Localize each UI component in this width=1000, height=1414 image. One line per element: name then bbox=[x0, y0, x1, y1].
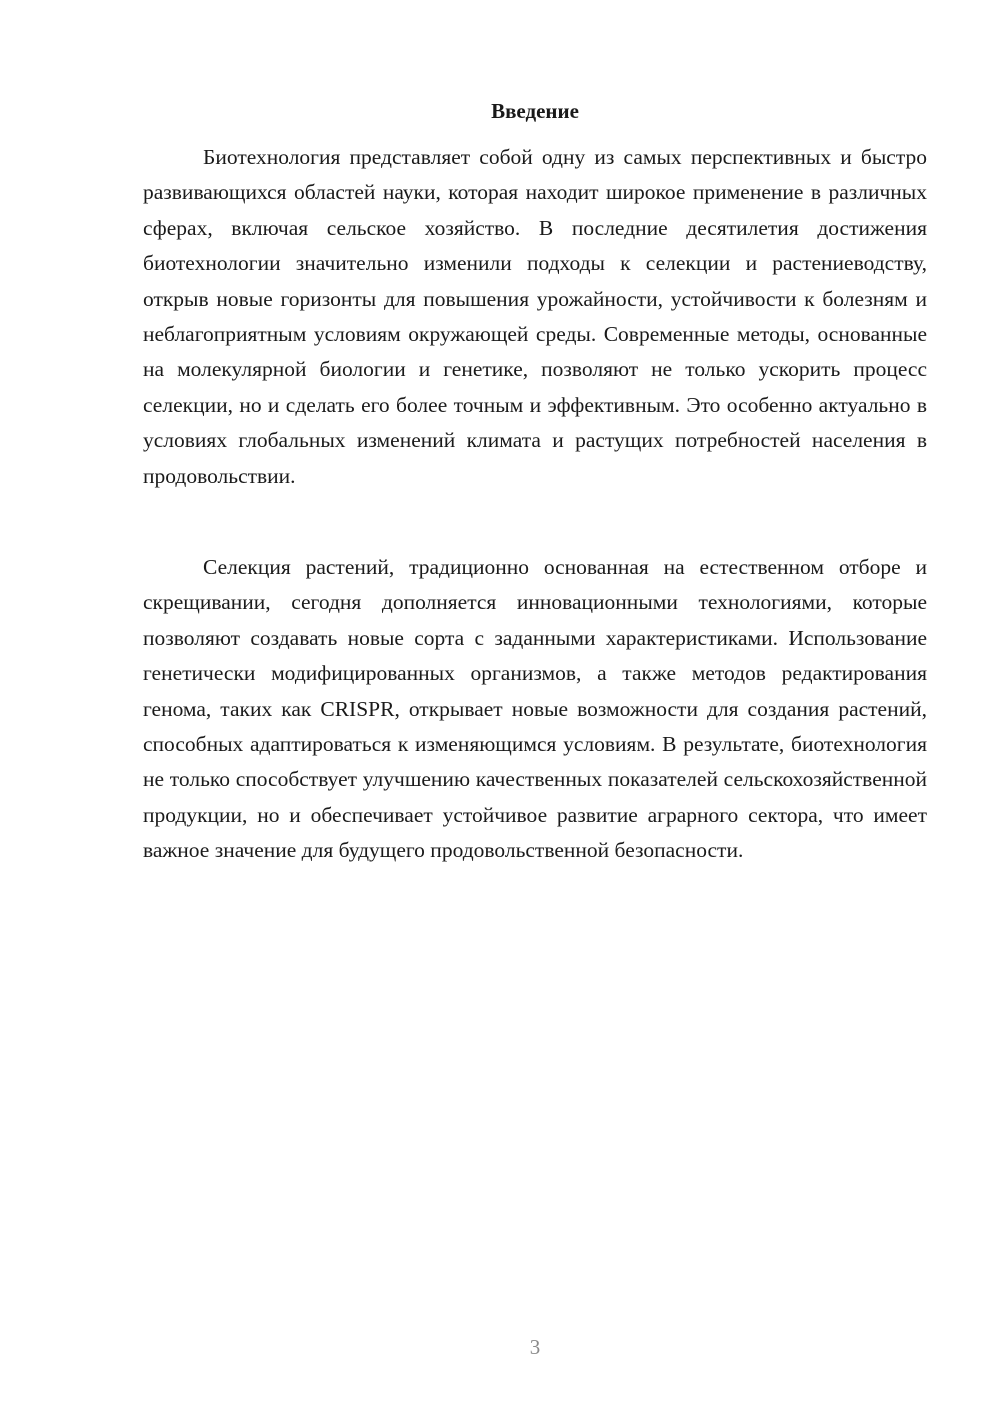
paragraph-intro: Биотехнология представляет собой одну из самых перспективных и быстро развивающихся областей науки, которая находит широкое применение в различных сферах, включая сельское хозяйство. В последние десятилетия достижения биотехнологии значительно изменили подходы к селекции и растениеводству, открыв новые горизонты для повышения урожайности, устойчивости к болезням и неблагоприятным условиям окружающей среды. Современные методы, основанные на молекулярной биологии и генетике, позволяют не только ускорить процесс селекции, но и сделать его более точным и эффективным. Это особенно актуально в условиях глобальных изменений климата и растущих потребностей населения в продовольствии. bbox=[143, 145, 927, 488]
page-number: 3 bbox=[529, 1335, 541, 1359]
section-heading: Введение bbox=[491, 99, 579, 123]
paragraph-selection: Селекция растений, традиционно основанная на естественном отборе и скрещивании, сегодня дополняется инновационными технологиями, которые позволяют создавать новые сорта с заданными характеристиками. Использование генетически модифицированных организмов, а также методов редактирования генома, таких как CRISPR, открывает новые возможности для создания растений, способных адаптироваться к изменяющимся условиям. В результате, биотехнология не только способствует улучшению качественных показателей сельскохозяйственной продукции, но и обеспечивает устойчивое развитие аграрного сектора, что имеет важное значение для будущего продовольственной безопасности. bbox=[143, 555, 927, 863]
